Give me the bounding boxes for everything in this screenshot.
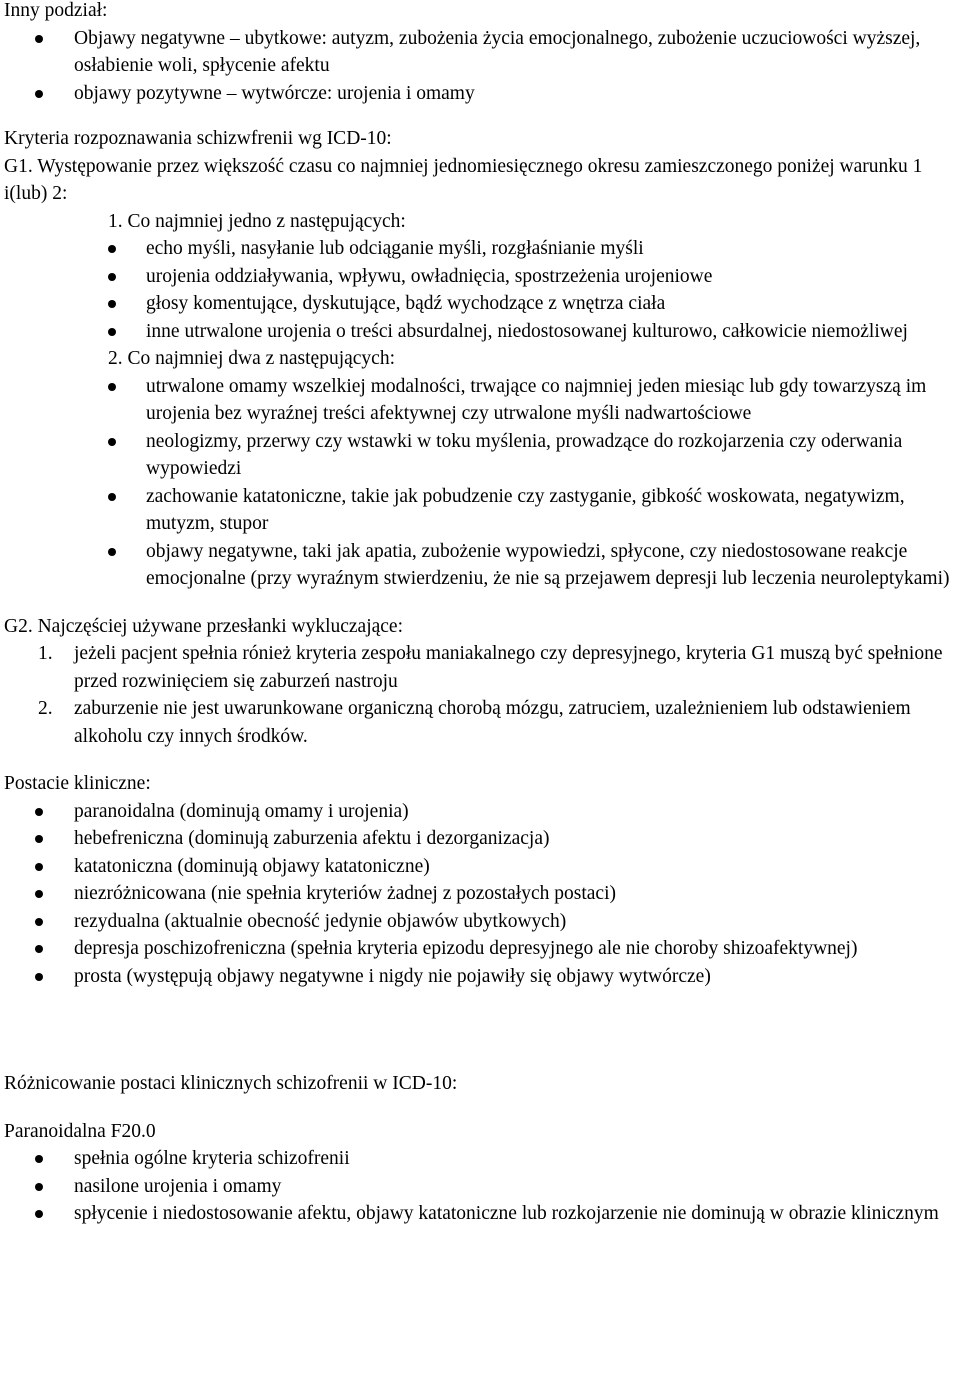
item-text: zaburzenie nie jest uwarunkowane organiczną chorobą mózgu, zatruciem, uzależnieniem lub odstawieniem alkoholu czy innych środków.	[74, 698, 911, 747]
section-heading-inny-podzial: Inny podział:	[4, 0, 108, 21]
subcriterion-1-heading: 1. Co najmniej jedno z następujących:	[108, 210, 406, 232]
section-heading-kryteria: Kryteria rozpoznawania schizwfrenii wg ICD-10:	[4, 128, 392, 149]
list-item: niezróżnicowana (nie spełnia kryteriów żadnej z pozostałych postaci)	[4, 880, 956, 908]
list-item: nasilone urojenia i omamy	[4, 1173, 956, 1201]
subcriterion-1-list	[4, 235, 956, 345]
list-item: objawy pozytywne – wytwórcze: urojenia i omamy	[4, 80, 956, 108]
list-item: prosta (występują objawy negatywne i nigdy nie pojawiły się objawy wytwórcze)	[4, 963, 956, 991]
list-item: paranoidalna (dominują omamy i urojenia)	[4, 798, 956, 826]
subcriterion-2-list	[4, 373, 956, 593]
spacer	[4, 107, 956, 125]
list-item: echo myśli, nasyłanie lub odciąganie myśli, rozgłaśnianie myśli	[4, 235, 956, 263]
item-number: 2.	[38, 698, 53, 719]
list-item: Objawy negatywne – ubytkowe: autyzm, zubożenia życia emocjonalnego, zubożenie uczuciowości wyższej, osłabienie woli, spłycenie afektu	[4, 25, 956, 80]
section-heading-g2: G2. Najczęściej używane przesłanki wykluczające:	[4, 615, 404, 637]
g2-exclusion-list	[4, 640, 956, 750]
list-item: spłycenie i niedostosowanie afektu, objawy katatoniczne lub rozkojarzenie nie dominują w obrazie klinicznym	[4, 1200, 956, 1228]
section-heading-paranoidalna: Paranoidalna F20.0	[4, 1120, 156, 1142]
list-item: neologizmy, przerwy czy wstawki w toku myślenia, prowadzące do rozkojarzenia czy oderwania wypowiedzi	[4, 428, 956, 483]
list-item: objawy negatywne, taki jak apatia, zubożenie wypowiedzi, spłycone, czy niedostosowane reakcje emocjonalne (przy wyraźnym stwierdzeniu, że nie są przejawem depresji lub leczenia neuroleptykami)	[4, 538, 956, 593]
section-heading-postacie: Postacie kliniczne:	[4, 773, 151, 794]
list-item: spełnia ogólne kryteria schizofrenii	[4, 1145, 956, 1173]
section-heading-roznicowanie: Różnicowanie postaci klinicznych schizofrenii w ICD-10:	[4, 1073, 458, 1094]
inny-podzial-list	[4, 25, 956, 108]
spacer	[4, 1098, 956, 1118]
list-item: inne utrwalone urojenia o treści absurdalnej, niedostosowanej kulturowo, całkowicie niemożliwej	[4, 318, 956, 346]
document-page	[4, 0, 956, 1228]
item-number: 1.	[38, 643, 53, 664]
spacer	[4, 990, 956, 1070]
list-item: katatoniczna (dominują objawy katatoniczne)	[4, 853, 956, 881]
list-item: głosy komentujące, dyskutujące, bądź wychodzące z wnętrza ciała	[4, 290, 956, 318]
list-item: zachowanie katatoniczne, takie jak pobudzenie czy zastyganie, gibkość woskowata, negatywizm, mutyzm, stupor	[4, 483, 956, 538]
item-text: jeżeli pacjent spełnia rónież kryteria zespołu maniakalnego czy depresyjnego, kryteria G1 muszą być spełnione przed rozwinięciem się zaburzeń nastroju	[74, 643, 943, 692]
list-item	[4, 695, 956, 750]
list-item	[4, 640, 956, 695]
subcriterion-2-heading: 2. Co najmniej dwa z następujących:	[108, 348, 395, 369]
list-item: depresja poschizofreniczna (spełnia kryteria epizodu depresyjnego ale nie choroby shizoafektywnej)	[4, 935, 956, 963]
spacer	[4, 750, 956, 770]
list-item: hebefreniczna (dominują zaburzenia afektu i dezorganizacja)	[4, 825, 956, 853]
list-item: rezydualna (aktualnie obecność jedynie objawów ubytkowych)	[4, 908, 956, 936]
list-item: urojenia oddziaływania, wpływu, owładnięcia, spostrzeżenia urojeniowe	[4, 263, 956, 291]
criterion-g1: G1. Występowanie przez większość czasu co najmniej jednomiesięcznego okresu zamieszczonego poniżej warunku 1 i(lub) 2:	[4, 155, 923, 204]
paranoidalna-list	[4, 1145, 956, 1228]
postacie-list	[4, 798, 956, 991]
list-item: utrwalone omamy wszelkiej modalności, trwające co najmniej jeden miesiąc lub gdy towarzyszą im urojenia bez wyraźnej treści afektywnej czy utrwalone myśli nadwartościowe	[4, 373, 956, 428]
spacer	[4, 593, 956, 613]
